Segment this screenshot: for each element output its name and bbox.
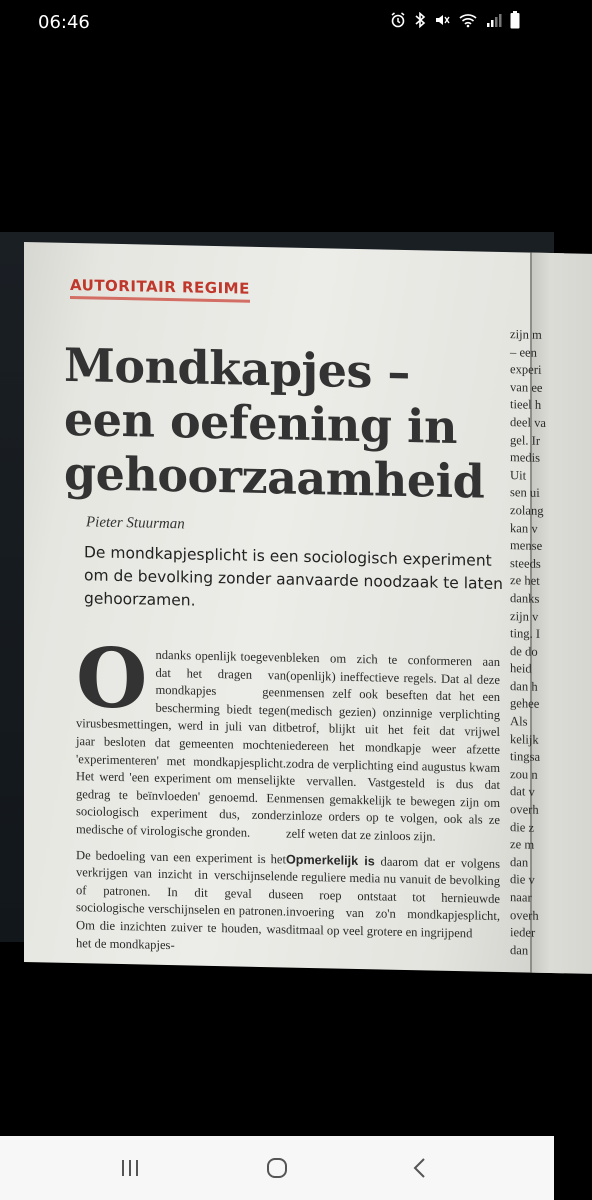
adjacent-line: experi bbox=[510, 362, 542, 378]
back-icon bbox=[412, 1157, 428, 1179]
adjacent-line: die v bbox=[510, 872, 535, 888]
column-1-paragraph-1 bbox=[76, 630, 286, 843]
headline-line-1: Mondkapjes – bbox=[64, 337, 410, 400]
home-button[interactable] bbox=[257, 1150, 297, 1186]
paragraph-2-tail: de mondkapjes- bbox=[94, 935, 175, 952]
column-2-paragraph-1: bleken om zich te conformeren aan (openlijk) ineffectieve regels. Dat al deze mensen zelf ook beseften dat het een (medisch gezien) onzinnige verplichting betrof, blijkt uit het feit dat vrijwel iedereen het mondkapje weer afzette zodra de verplichting eind augustus kwam te vervallen. Vastgesteld is dus dat mensen gemakkelijk te bewegen zijn om zinloze orders op te volgen, ook als ze zelf weten dat ze zinloos zijn. bbox=[286, 650, 500, 844]
status-time: 06:46 bbox=[38, 12, 90, 33]
adjacent-line: ieder bbox=[510, 925, 536, 940]
adjacent-line: dan bbox=[510, 942, 529, 958]
back-button[interactable] bbox=[400, 1150, 440, 1186]
article-intro: De mondkapjesplicht is een sociologisch experiment om de bevolking zonder aanvaarde noodzaak te laten gehoorzamen. bbox=[84, 543, 503, 610]
adjacent-line: dat v bbox=[510, 784, 535, 800]
adjacent-line: – een bbox=[510, 344, 537, 360]
drop-cap: O bbox=[76, 630, 148, 728]
wifi-icon bbox=[458, 12, 478, 33]
adjacent-line: danks bbox=[510, 591, 540, 606]
adjacent-line: zolang bbox=[510, 503, 544, 518]
headline-line-3: gehoorzaamheid bbox=[64, 445, 485, 509]
adjacent-line: die z bbox=[510, 819, 535, 835]
adjacent-line: Als bbox=[510, 714, 528, 729]
adjacent-line: Uit bbox=[510, 467, 527, 483]
adjacent-line: zijn m bbox=[510, 327, 542, 342]
adjacent-line: tingsa bbox=[510, 749, 541, 765]
article-column-2 bbox=[286, 649, 500, 951]
mute-icon bbox=[434, 12, 450, 33]
recent-apps-button[interactable] bbox=[110, 1150, 150, 1186]
adjacent-line: zou n bbox=[510, 767, 538, 782]
adjacent-line: van ee bbox=[510, 379, 543, 395]
newspaper-photo bbox=[0, 232, 554, 958]
adjacent-line: dan bbox=[510, 854, 529, 870]
adjacent-line: kelijk bbox=[510, 731, 539, 747]
adjacent-line: dan h bbox=[510, 679, 538, 694]
headline-line-2: een oefening in bbox=[64, 391, 457, 455]
adjacent-line: sen ui bbox=[510, 485, 540, 501]
adjacent-column bbox=[510, 326, 580, 961]
adjacent-line: medis bbox=[510, 450, 541, 465]
adjacent-line: tieel h bbox=[510, 397, 542, 413]
home-icon bbox=[265, 1156, 289, 1180]
paragraph-1-text: ndanks openlijk toegeven dat het dragen van mondkapjes geen bescherming biedt tegen virusbesmettingen, werd in juli van dit jaar besloten dat gemeenten mochten 'experimenteren' met mondkapjesplicht. Het werd 'een experiment om menselijk gedrag te beïnvloeden' genoemd. Een sociologisch experiment dus, zonder medische of virologische gronden. bbox=[76, 647, 286, 840]
paragraph-2-text: De bedoeling van een experiment is het verkrijgen van inzicht in verschijnselen of patronen. In dit geval dus sociologische verschijnselen en patronen. Om die inzichten zuiver te houden, was het bbox=[76, 847, 286, 950]
adjacent-line: naar bbox=[510, 890, 532, 905]
adjacent-line: zijn v bbox=[510, 608, 539, 624]
adjacent-line: overh bbox=[510, 907, 539, 923]
signal-icon bbox=[486, 12, 502, 33]
adjacent-line: steeds bbox=[510, 555, 541, 571]
navigation-bar bbox=[0, 1136, 554, 1200]
paragraph-text: daarom dat er volgens de reguliere media nu vanuit de bevolking een roep ontstaat tot hernieuwde invoering van zo'n mondkapjesplicht, ditmaal op veel grotere en ingrijpend bbox=[286, 853, 501, 941]
adjacent-line: mense bbox=[510, 538, 543, 553]
article-headline bbox=[64, 338, 504, 509]
newspaper-page bbox=[24, 242, 564, 973]
status-icons bbox=[390, 12, 520, 32]
battery-icon bbox=[510, 11, 520, 34]
recent-apps-icon bbox=[120, 1159, 140, 1177]
status-bar bbox=[0, 0, 554, 44]
adjacent-line: kan v bbox=[510, 520, 538, 536]
alarm-icon bbox=[390, 12, 406, 33]
adjacent-line: gehee bbox=[510, 696, 540, 712]
column-2-paragraph-2 bbox=[286, 851, 500, 943]
adjacent-line: ze m bbox=[510, 837, 535, 852]
article-column-1 bbox=[76, 630, 286, 964]
adjacent-line: ze het bbox=[510, 573, 540, 589]
paragraph-lead: Opmerkelijk is bbox=[286, 852, 375, 868]
article-author: Pieter Stuurman bbox=[86, 514, 185, 533]
bluetooth-icon bbox=[414, 12, 426, 33]
adjacent-line: overh bbox=[510, 802, 539, 817]
adjacent-line: deel va bbox=[510, 415, 547, 430]
column-1-paragraph-2 bbox=[76, 847, 286, 957]
adjacent-line: de do bbox=[510, 643, 538, 659]
adjacent-line: gel. Ir bbox=[510, 432, 541, 448]
article-kicker: AUTORITAIR REGIME bbox=[70, 276, 250, 303]
adjacent-line: heid bbox=[510, 661, 532, 676]
adjacent-line: ting. I bbox=[510, 626, 541, 641]
